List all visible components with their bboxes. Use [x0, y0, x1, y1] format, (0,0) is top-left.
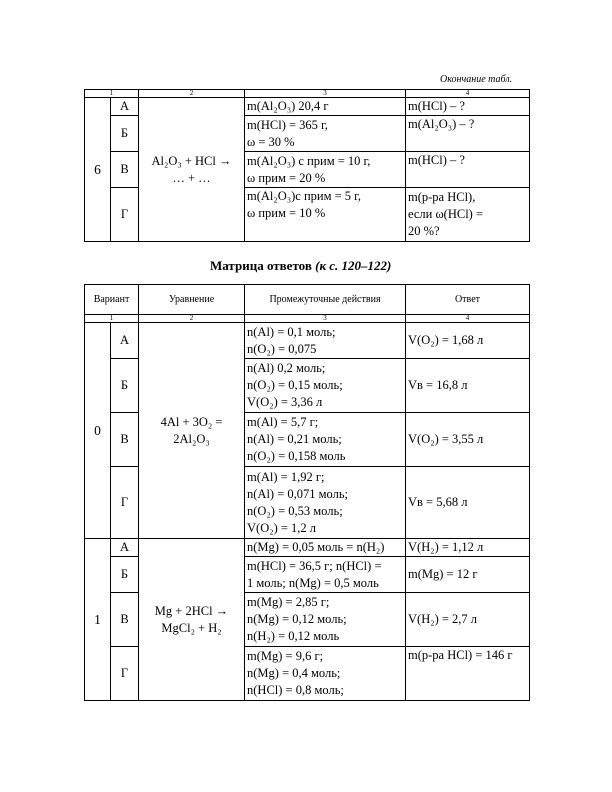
steps-cell	[245, 539, 406, 557]
unknown-cell	[406, 116, 530, 152]
unknown-line: m(р-ра HCl),	[408, 190, 476, 204]
step-line: m(Al) = 1,92 г;	[247, 469, 325, 484]
answer-matrix-table	[84, 284, 530, 701]
column-number: 2	[139, 315, 245, 323]
step-line: n(HCl) = 0,8 моль;	[247, 683, 344, 697]
subvariant-letter: В	[111, 593, 139, 647]
heading-main: Матрица ответов	[210, 258, 312, 273]
subvariant-letter: Г	[111, 647, 139, 701]
column-number: 1	[85, 315, 139, 323]
given-line: m(Al₂O₃) с прим = 10 г,	[247, 153, 371, 168]
given-line: m(Al₂O₃)с прим = 5 г,	[247, 189, 362, 203]
unknown-line: m(Al₂O₃) – ?	[408, 117, 475, 131]
given-line: m(Al₂O₃) 20,4 г	[247, 99, 329, 113]
step-line: n(Al) = 0,1 моль;	[247, 324, 336, 339]
equation-line: Mg + 2HCl →	[154, 603, 229, 618]
answer-cell: m(р-ра HCl) = 146 г	[406, 647, 530, 701]
equation-line: … + …	[172, 170, 211, 185]
equation-line: 4Al + 3O₂ =	[160, 414, 223, 429]
answer-cell: V(H₂) = 1,12 л	[406, 539, 530, 557]
steps-cell	[245, 413, 406, 467]
step-line: m(HCl) = 36,5 г; n(HCl) =	[247, 558, 382, 573]
column-number: 3	[245, 315, 406, 323]
steps-cell	[245, 647, 406, 701]
column-number: 4	[406, 90, 530, 98]
column-number: 3	[245, 90, 406, 98]
variant-number: 0	[85, 323, 111, 539]
step-line: n(O₂) = 0,53 моль;	[247, 503, 343, 518]
given-cell	[245, 152, 406, 188]
subvariant-letter: Г	[111, 188, 139, 242]
given-cell	[245, 98, 406, 116]
step-line: m(Al) = 5,7 г;	[247, 415, 319, 429]
answer-cell: Vв = 5,68 л	[406, 467, 530, 539]
unknown-cell	[406, 98, 530, 116]
table-row	[85, 323, 530, 359]
subvariant-letter: В	[111, 152, 139, 188]
step-line: n(Al) 0,2 моль;	[247, 361, 326, 375]
column-header: Вариант	[85, 285, 139, 315]
column-number: 2	[139, 90, 245, 98]
step-line: n(Al) = 0,21 моль;	[247, 432, 342, 446]
given-line: ω = 30 %	[247, 134, 295, 149]
steps-cell	[245, 359, 406, 413]
column-header: Ответ	[406, 285, 530, 315]
heading-page-ref: (к с. 120–122)	[315, 258, 392, 273]
column-header: Уравнение	[139, 285, 245, 315]
step-line: n(Mg) = 0,4 моль;	[247, 666, 341, 680]
given-line: ω прим = 10 %	[247, 206, 326, 220]
unknown-line: m(HCl) – ?	[408, 99, 465, 113]
subvariant-letter: Г	[111, 467, 139, 539]
step-line: n(O₂) = 0,075	[247, 341, 317, 356]
column-header: Промежуточные действия	[245, 285, 406, 315]
step-line: n(Al) = 0,071 моль;	[247, 486, 349, 501]
answer-cell: V(O₂) = 3,55 л	[406, 413, 530, 467]
table-caption: Окончание табл.	[440, 74, 513, 85]
steps-cell	[245, 557, 406, 593]
answer-cell: V(H₂) = 2,7 л	[406, 593, 530, 647]
subvariant-letter: Б	[111, 359, 139, 413]
answer-cell: m(Mg) = 12 г	[406, 557, 530, 593]
step-line: 1 моль; n(Mg) = 0,5 моль	[247, 575, 379, 590]
header-row	[85, 285, 530, 315]
step-line: n(H₂) = 0,12 моль	[247, 629, 340, 643]
step-line: n(Mg) = 0,12 моль;	[247, 612, 347, 626]
step-line: m(Mg) = 2,85 г;	[247, 595, 330, 609]
given-cell	[245, 188, 406, 242]
step-line: n(Mg) = 0,05 моль = n(H₂)	[247, 540, 385, 554]
subvariant-letter: В	[111, 413, 139, 467]
equation-cell	[139, 539, 245, 701]
subvariant-letter: А	[111, 539, 139, 557]
equation-cell	[139, 323, 245, 539]
unknown-line: m(HCl) – ?	[408, 153, 465, 167]
equation-line: MgCl₂ + H₂	[161, 620, 222, 635]
answer-cell: Vв = 16,8 л	[406, 359, 530, 413]
table-row	[85, 539, 530, 557]
equation-line: Al₂O₃ + HCl →	[151, 153, 232, 168]
subvariant-letter: А	[111, 98, 139, 116]
step-line: V(O₂) = 1,2 л	[247, 520, 317, 535]
table-row	[85, 98, 530, 116]
given-line: m(HCl) = 365 г,	[247, 117, 328, 132]
subvariant-letter: Б	[111, 557, 139, 593]
column-number: 4	[406, 315, 530, 323]
answer-cell: V(O₂) = 1,68 л	[406, 323, 530, 359]
steps-cell	[245, 593, 406, 647]
step-line: n(O₂) = 0,15 моль;	[247, 378, 343, 392]
given-line: ω прим = 20 %	[247, 170, 326, 185]
unknown-cell	[406, 188, 530, 242]
equation-line: 2Al₂O₃	[173, 431, 210, 446]
steps-cell	[245, 467, 406, 539]
column-number-row	[85, 315, 530, 323]
given-cell	[245, 116, 406, 152]
equation-cell	[139, 98, 245, 242]
subvariant-letter: Б	[111, 116, 139, 152]
subvariant-letter: А	[111, 323, 139, 359]
column-number: 1	[85, 90, 139, 98]
unknown-cell	[406, 152, 530, 188]
step-line: m(Mg) = 9,6 г;	[247, 649, 324, 663]
section-heading	[210, 258, 391, 274]
variant-number: 6	[85, 98, 111, 242]
steps-cell	[245, 323, 406, 359]
problem-table	[84, 89, 530, 242]
unknown-line: если ω(HCl) =	[408, 207, 484, 221]
step-line: n(O₂) = 0,158 моль	[247, 449, 346, 463]
unknown-line: 20 %?	[408, 224, 440, 238]
column-number-row	[85, 90, 530, 98]
step-line: V(O₂) = 3,36 л	[247, 395, 323, 409]
variant-number: 1	[85, 539, 111, 701]
